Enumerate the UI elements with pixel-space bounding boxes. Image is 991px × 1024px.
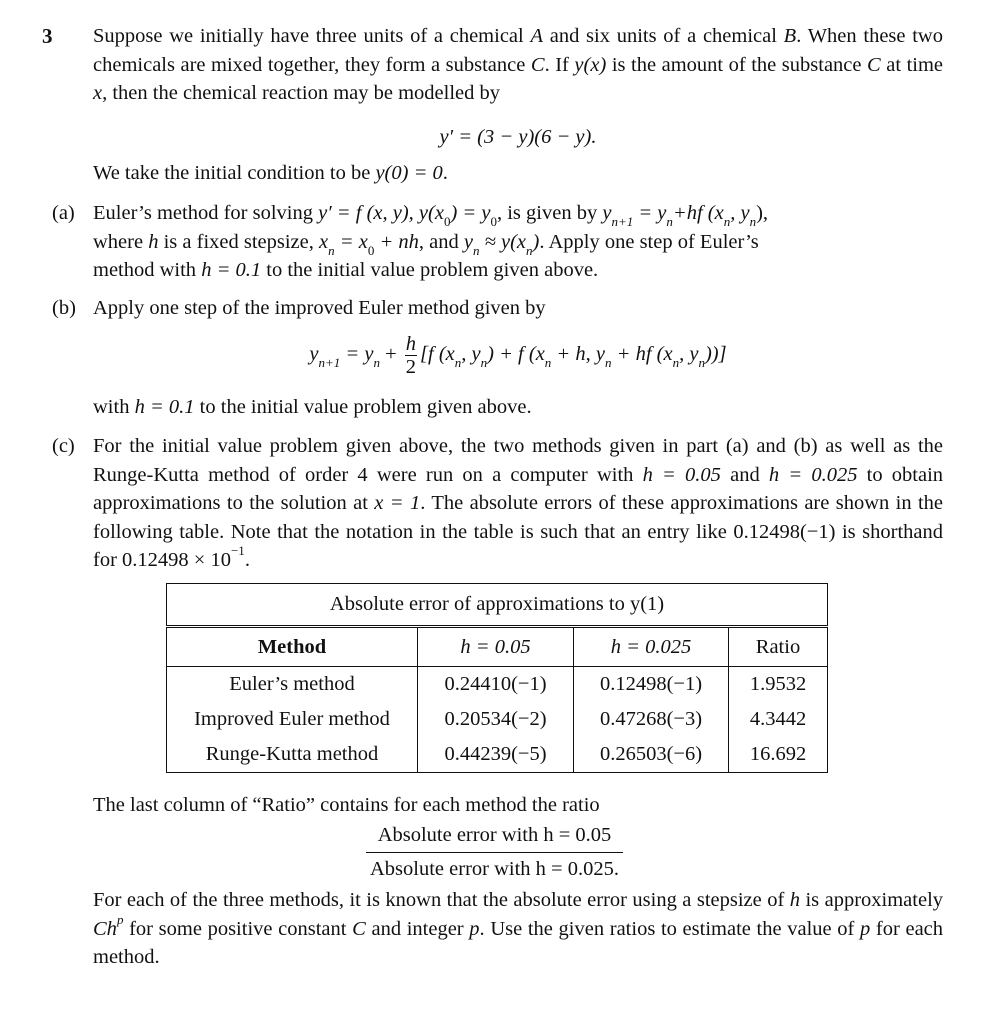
ratio-value: 16.692 bbox=[729, 737, 828, 773]
error-h-005: 0.20534(−2) bbox=[418, 702, 574, 737]
header-method: Method bbox=[167, 627, 418, 667]
error-h-0025: 0.26503(−6) bbox=[574, 737, 729, 773]
method-name: Euler’s method bbox=[167, 667, 418, 703]
question-intro: Suppose we initially have three units of a chemical A and six units of a chemical B. When these two chemicals are mixed together, they form a substance C. If y(x) is the amount of the substance C at time x, then the chemical reaction may be modelled by bbox=[93, 25, 944, 104]
header-h-0025: h = 0.025 bbox=[574, 627, 729, 667]
initial-condition: We take the initial condition to be y(0) = 0. bbox=[93, 162, 448, 184]
ratio-value: 4.3442 bbox=[729, 702, 828, 737]
table-row bbox=[167, 667, 828, 703]
error-h-0025: 0.47268(−3) bbox=[574, 702, 729, 737]
ratio-value: 1.9532 bbox=[729, 667, 828, 703]
error-h-005: 0.44239(−5) bbox=[418, 737, 574, 773]
ratio-intro: The last column of “Ratio” contains for each method the ratio bbox=[93, 794, 600, 816]
error-table bbox=[166, 583, 828, 773]
header-ratio: Ratio bbox=[729, 627, 828, 667]
header-h-005: h = 0.05 bbox=[418, 627, 574, 667]
ratio-numerator: Absolute error with h = 0.05 bbox=[366, 821, 623, 853]
part-b-closing: with h = 0.1 to the initial value problem given above. bbox=[93, 396, 532, 418]
ratio-fraction bbox=[366, 821, 623, 884]
h-over-2-fraction: $\frac{h}{2}$ bbox=[405, 333, 417, 378]
table-header-row bbox=[167, 627, 828, 667]
table-title: Absolute error of approximations to y(1) bbox=[167, 584, 828, 627]
method-name: Improved Euler method bbox=[167, 702, 418, 737]
part-c-text: For the initial value problem given above, the two methods given in part (a) and (b) as well as the Runge-Kutta method of order 4 were run on a computer with h = 0.05 and h = 0.025 to obtain approximations to the solution at x = 1. The absolute errors of these approximations are shown in the following table. Note that the notation in the table is such that an entry like 0.12498(−1) is shorthand for $0.12498 \times 10^{-1}$. bbox=[93, 435, 944, 571]
error-h-005: 0.24410(−1) bbox=[418, 667, 574, 703]
part-a-label: (a) bbox=[52, 202, 75, 224]
method-name: Runge-Kutta method bbox=[167, 737, 418, 773]
question-number: 3 bbox=[42, 24, 53, 48]
ratio-denominator: Absolute error with h = 0.025. bbox=[370, 858, 619, 880]
part-c-label: (c) bbox=[52, 435, 75, 457]
part-a-text: Euler’s method for solving y′ = f (x, y), $y(x_0) = y_0$, is given by $y_{n+1} = y_n+hf$ ($x_n$, $y_n$), where h is a fixed stepsize, $x_n = x_0$ + nh, and $y_n \approx y(x_n)$. Apply one step of Euler’s method with h = 0.1 to the initial value problem given above. bbox=[93, 202, 769, 281]
error-h-0025: 0.12498(−1) bbox=[574, 667, 729, 703]
table-row bbox=[167, 702, 828, 737]
table-row bbox=[167, 737, 828, 773]
part-b-label: (b) bbox=[52, 297, 76, 319]
ode-equation: y′ = (3 − y)(6 − y). bbox=[439, 126, 597, 148]
part-b-intro: Apply one step of the improved Euler method given by bbox=[93, 297, 546, 319]
final-question: For each of the three methods, it is known that the absolute error using a stepsize of h is approximately Ch$^p$ for some positive constant C and integer p. Use the given ratios to estimate the value of p for each method. bbox=[93, 889, 944, 968]
improved-euler-formula: $y_{n+1} = y_n$ + $\frac{h}{2}$ [f ($x_n$, $y_n) + f$ ($x_n + h$, $y_n$ + hf ($x_n$, $y_n$))] bbox=[309, 333, 727, 378]
